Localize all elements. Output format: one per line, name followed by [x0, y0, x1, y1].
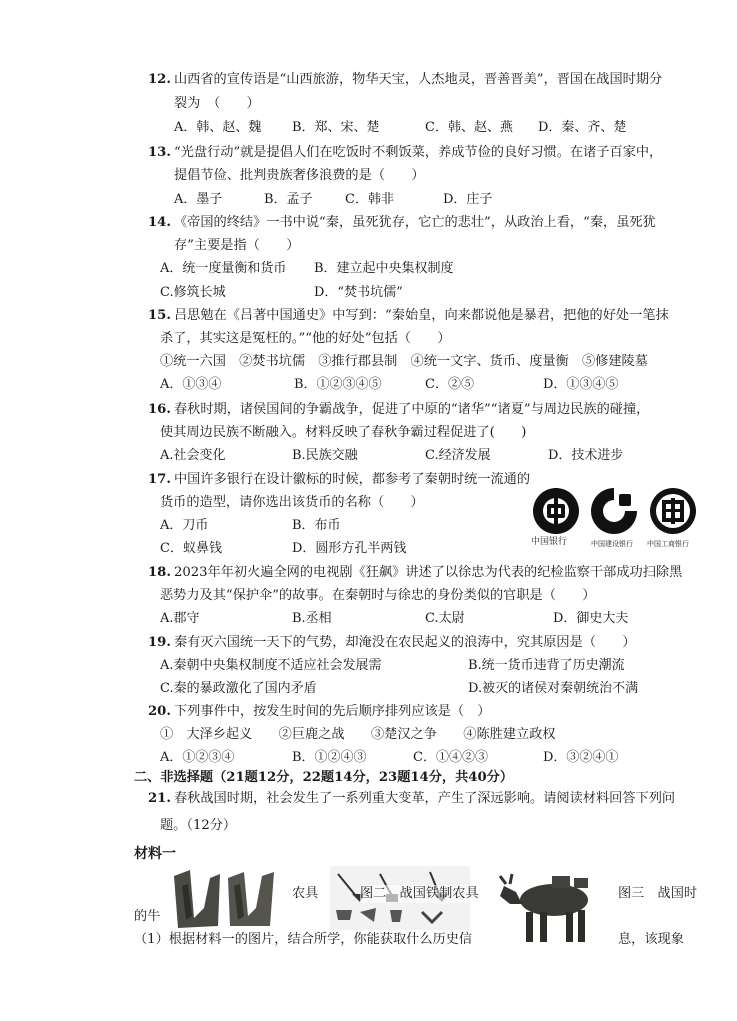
option: A.郡守 — [160, 611, 200, 626]
option: C.修筑长城 — [160, 285, 226, 300]
question-text: 题。（12分） — [160, 818, 237, 833]
option: A．刀币 — [160, 518, 209, 533]
question-text: 春秋时期，诸侯国间的争霸战争，促进了中原的“诸华”“诸夏”与周边民族的碰撞， — [174, 402, 650, 417]
question-text: 使其周边民族不断融入。材料反映了春秋争霸过程促进了( ) — [160, 425, 527, 440]
material-label: 材料一 — [134, 846, 176, 862]
option: B.民族交融 — [292, 448, 358, 463]
question-number: 14. — [148, 215, 171, 230]
option: C．韩非 — [345, 192, 394, 207]
question-number: 16. — [148, 402, 171, 417]
option: B．布币 — [292, 518, 341, 533]
bank-of-china-logo — [533, 488, 579, 534]
icbc-logo — [650, 488, 696, 534]
option: C.秦的暴政激化了国内矛盾 — [160, 681, 317, 696]
logo-caption: 中国工商银行 — [647, 540, 689, 548]
option: C．韩、赵、燕 — [425, 120, 513, 135]
iron-tools-photo — [170, 868, 280, 930]
option: C．蚁鼻钱 — [160, 541, 222, 556]
option: B.丞相 — [292, 611, 332, 626]
question-number: 17. — [148, 472, 171, 487]
option: A．统一度量衡和货币 — [160, 261, 287, 276]
option: D．圆形方孔半两钱 — [292, 541, 407, 556]
question-items: ① 大泽乡起义 ②巨鹿之战 ③楚汉之争 ④陈胜建立政权 — [160, 727, 556, 742]
option: D．技术进步 — [548, 448, 624, 463]
option: B．①②④③ — [292, 750, 367, 765]
option: B．建立起中央集权制度 — [314, 261, 454, 276]
option: A.秦朝中央集权制度不适应社会发展需 — [160, 658, 382, 673]
question-text: 恶势力及其“保护伞”的故事。在秦朝时与徐忠的身份类似的官职是（ ） — [160, 588, 596, 603]
option: C．②⑤ — [425, 377, 474, 392]
construction-bank-logo — [591, 488, 637, 534]
question-text: 秦有灭六国统一天下的气势，却淹没在农民起义的浪涛中，究其原因是（ ） — [174, 635, 636, 650]
question-text: 杀了，其实这是冤枉的。”“他的好处”包括（ ） — [160, 331, 451, 346]
question-text: “光盘行动”就是提倡人们在吃饭时不剩饭菜，养成节俭的良好习惯。在诸子百家中， — [174, 145, 663, 160]
question-items: ①统一六国 ②焚书坑儒 ③推行郡县制 ④统一文字、货币、度量衡 ⑤修建陵墓 — [160, 354, 648, 369]
question-text: 提倡节俭、批判贵族奢侈浪费的是（ ） — [174, 168, 425, 183]
option: C．①④②③ — [413, 750, 488, 765]
question-text: 裂为 （ ） — [174, 96, 260, 111]
option: D．“焚书坑儒” — [314, 285, 403, 300]
option: D．庄子 — [443, 192, 493, 207]
subquestion-text: （1）根据材料一的图片，结合所学，你能获取什么历史信 — [134, 932, 473, 947]
figure-caption: 图三 战国时 — [618, 886, 698, 901]
option: A．墨子 — [174, 192, 223, 207]
logo-caption: 中国建设银行 — [591, 540, 633, 548]
option: B.统一货币违背了历史潮流 — [468, 658, 625, 673]
question-text: 山西省的宣传语是“山西旅游，物华天宝，人杰地灵，晋善晋美”，晋国在战国时期分 — [174, 72, 663, 87]
option: A．①②③④ — [160, 750, 235, 765]
option: D．秦、齐、楚 — [538, 120, 627, 135]
figure-caption: 的牛 — [134, 909, 161, 924]
question-text: 2023年年初火遍全网的电视剧《狂飙》讲述了以徐忠为代表的纪检监察干部成功扫除黑 — [174, 565, 683, 580]
option: C.太尉 — [425, 611, 465, 626]
subquestion-text: 息，该现象 — [618, 932, 684, 947]
question-number: 19. — [148, 635, 171, 650]
question-number: 15. — [148, 308, 171, 323]
question-text: 存”主要是指（ ） — [174, 238, 300, 253]
question-text: 春秋战国时期，社会发生了一系列重大变革，产生了深远影响。请阅读材料回答下列问 — [174, 791, 676, 806]
option: B．郑、宋、楚 — [292, 120, 380, 135]
question-number: 12. — [148, 72, 171, 87]
question-number: 13. — [148, 145, 171, 160]
question-number: 21. — [148, 791, 171, 806]
option: B．孟子 — [264, 192, 313, 207]
option: A.社会变化 — [160, 448, 226, 463]
section-heading: 二、非选择题（21题12分，22题14分，23题14分，共40分） — [134, 770, 514, 785]
question-text: 货币的造型，请你选出该货币的名称（ ） — [160, 495, 424, 510]
option: C.经济发展 — [425, 448, 491, 463]
option: D．①③④⑤ — [543, 377, 619, 392]
question-number: 20. — [148, 704, 171, 719]
question-text: 中国许多银行在设计徽标的时候，都参考了秦朝时统一流通的 — [174, 472, 531, 487]
bronze-ox-photo — [496, 862, 604, 948]
question-text: 《帝国的终结》一书中说“秦，虽死犹存，它亡的悲壮”，从政治上看，“秦，虽死犹 — [174, 215, 656, 230]
option: A．韩、赵、魏 — [174, 120, 262, 135]
option: D．③②④① — [543, 750, 619, 765]
question-number: 18. — [148, 565, 171, 580]
option: A．①③④ — [160, 377, 222, 392]
figure-caption: 农具 — [292, 886, 319, 901]
option: D.被灭的诸侯对秦朝统治不满 — [468, 681, 639, 696]
option: B．①②③④⑤ — [294, 377, 382, 392]
option: D．御史大夫 — [553, 611, 629, 626]
question-text: 吕思勉在《吕著中国通史》中写到：“秦始皇，向来都说他是暴君，把他的好处一笔抹 — [174, 308, 669, 323]
logo-caption: 中国银行 — [531, 537, 568, 547]
question-text: 下列事件中，按发生时间的先后顺序排列应该是（ ） — [174, 704, 491, 719]
figure-caption: 图二 战国铁制农具 — [360, 886, 479, 901]
